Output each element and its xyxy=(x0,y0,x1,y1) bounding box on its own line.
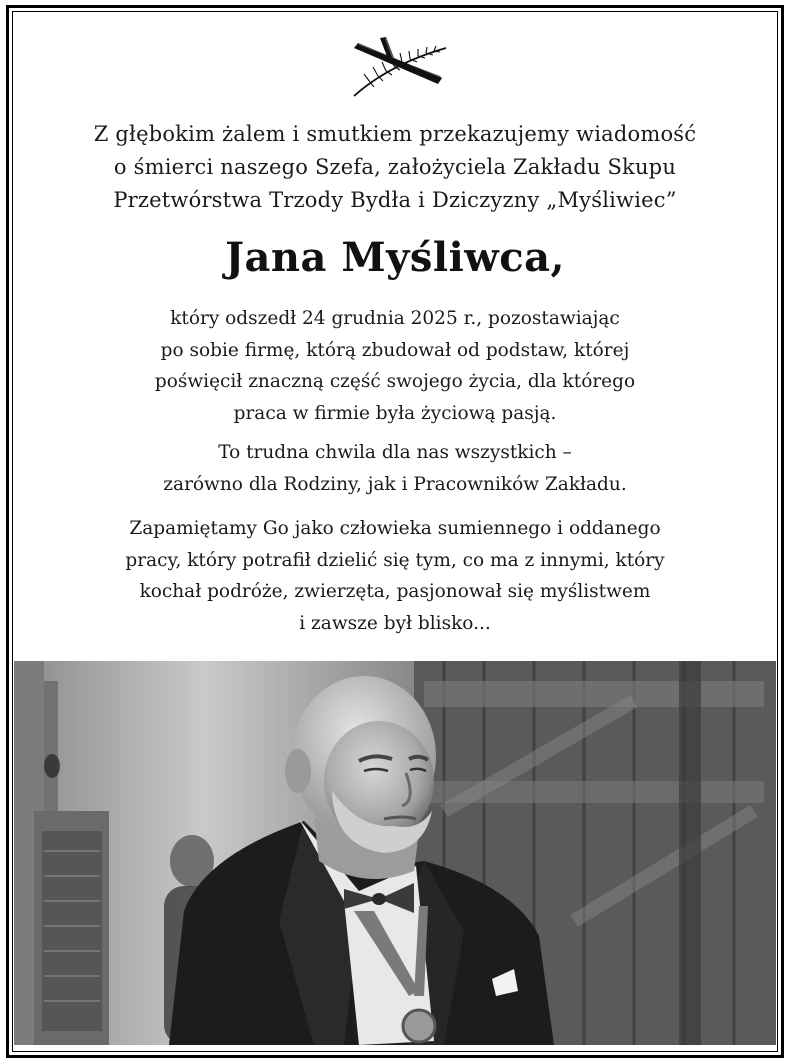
portrait-photo xyxy=(14,661,776,1045)
paragraph-line: poświęcił znaczną część swojego życia, dla którego xyxy=(154,371,636,392)
intro-line: Przetwórstwa Trzody Bydła i Dziczyzny „Myśliwiec” xyxy=(113,188,677,212)
paragraph-line: kochał podróże, zwierzęta, pasjonował się myślistwem xyxy=(139,581,651,602)
paragraph-line: praca w firmie była życiową pasją. xyxy=(233,402,557,424)
paragraph-departure xyxy=(20,303,770,429)
paragraph-line: i zawsze był blisko... xyxy=(299,612,491,634)
cross-with-palm-branch-icon xyxy=(350,36,450,100)
paragraph-line: Zapamiętamy Go jako człowieka sumiennego i oddanego xyxy=(129,518,661,539)
intro-line: Z głębokim żalem i smutkiem przekazujemy wiadomość xyxy=(93,122,697,146)
intro-line: o śmierci naszego Szefa, założyciela Zakładu Skupu xyxy=(113,155,677,179)
intro-text xyxy=(20,118,770,217)
paragraph-line: który odszedł 24 grudnia 2025 r., pozostawiając xyxy=(170,308,620,329)
deceased-name: Jana Myśliwca, xyxy=(225,234,565,281)
portrait-illustration xyxy=(14,661,776,1045)
paragraph-line: pracy, który potrafił dzielić się tym, co ma z innymi, który xyxy=(125,549,665,571)
paragraph-line: To trudna chwila dla nas wszystkich – xyxy=(218,442,572,463)
paragraph-line: po sobie firmę, którą zbudował od podstaw, której xyxy=(160,339,630,361)
paragraph-difficult-moment xyxy=(20,437,770,500)
paragraph-remembrance xyxy=(20,513,770,639)
paragraph-line: zarówno dla Rodziny, jak i Pracowników Zakładu. xyxy=(163,473,627,495)
